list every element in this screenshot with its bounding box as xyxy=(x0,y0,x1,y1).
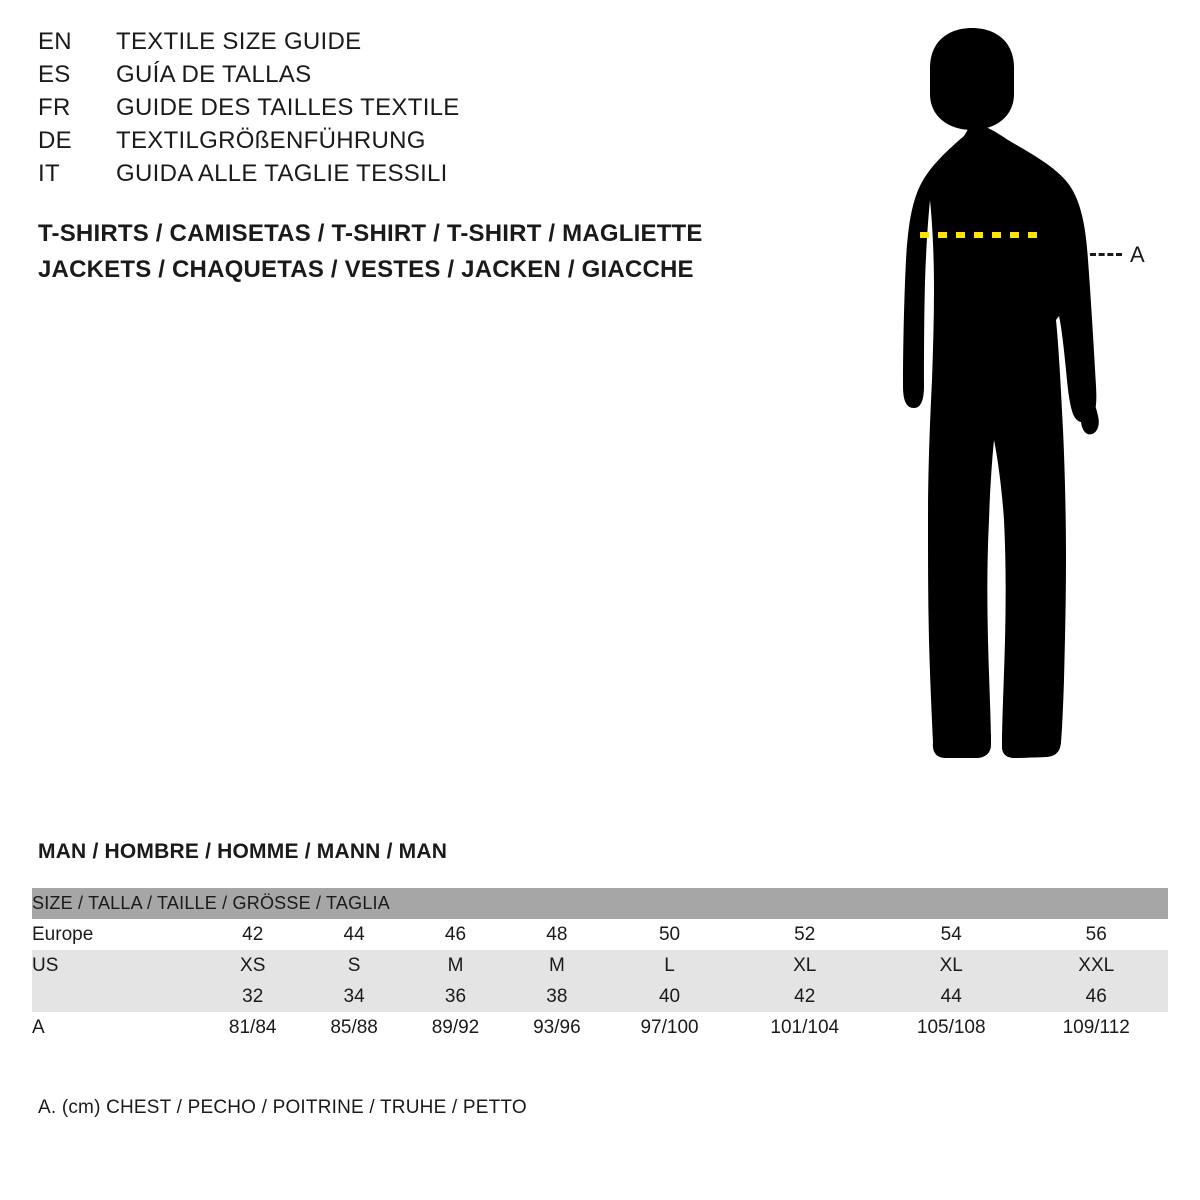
language-code: FR xyxy=(38,94,71,121)
cell-value: 101/104 xyxy=(732,1012,878,1043)
cell-value: 44 xyxy=(303,919,404,950)
cell-value: 42 xyxy=(202,919,303,950)
category-jackets: JACKETS / CHAQUETAS / VESTES / JACKEN / GIACCHE xyxy=(38,256,694,283)
size-table xyxy=(32,888,1168,1043)
cell-value: 48 xyxy=(506,919,607,950)
measure-label-a: A xyxy=(1130,242,1145,267)
cell-value: 89/92 xyxy=(405,1012,506,1043)
gender-title: MAN / HOMBRE / HOMME / MANN / MAN xyxy=(38,840,448,863)
language-row xyxy=(38,28,738,61)
category-tshirts: T-SHIRTS / CAMISETAS / T-SHIRT / T-SHIRT / MAGLIETTE xyxy=(38,220,703,247)
table-header-row xyxy=(32,888,1168,919)
cell-value: 50 xyxy=(608,919,732,950)
table-row xyxy=(32,981,1168,1012)
cell-value: XL xyxy=(732,950,878,981)
row-label: Europe xyxy=(32,919,202,950)
cell-value: 105/108 xyxy=(878,1012,1024,1043)
cell-value: 56 xyxy=(1024,919,1168,950)
cell-value: 81/84 xyxy=(202,1012,303,1043)
cell-value: 109/112 xyxy=(1024,1012,1168,1043)
language-row xyxy=(38,61,738,94)
language-title: TEXTILGRÖßENFÜHRUNG xyxy=(116,127,426,154)
cell-value: 32 xyxy=(202,981,303,1012)
footnote: A. (cm) CHEST / PECHO / POITRINE / TRUHE / PETTO xyxy=(38,1097,527,1118)
language-row xyxy=(38,160,738,193)
row-label xyxy=(32,981,202,1012)
cell-value: XXL xyxy=(1024,950,1168,981)
language-code: IT xyxy=(38,160,60,187)
cell-value: 97/100 xyxy=(608,1012,732,1043)
table-row xyxy=(32,950,1168,981)
table-row xyxy=(32,1012,1168,1043)
cell-value: 93/96 xyxy=(506,1012,607,1043)
table-row xyxy=(32,919,1168,950)
language-row xyxy=(38,94,738,127)
cell-value: M xyxy=(405,950,506,981)
language-title: GUIDE DES TAILLES TEXTILE xyxy=(116,94,460,121)
cell-value: XS xyxy=(202,950,303,981)
language-code: ES xyxy=(38,61,71,88)
cell-value: 42 xyxy=(732,981,878,1012)
cell-value: 34 xyxy=(303,981,404,1012)
language-code: DE xyxy=(38,127,72,154)
cell-value: S xyxy=(303,950,404,981)
category-block xyxy=(38,216,798,288)
language-header-block xyxy=(38,28,738,193)
language-row xyxy=(38,127,738,160)
cell-value: 36 xyxy=(405,981,506,1012)
language-code: EN xyxy=(38,28,72,55)
cell-value: 54 xyxy=(878,919,1024,950)
cell-value: 46 xyxy=(405,919,506,950)
male-silhouette-icon xyxy=(820,20,1180,790)
cell-value: 85/88 xyxy=(303,1012,404,1043)
language-title: GUIDA ALLE TAGLIE TESSILI xyxy=(116,160,448,187)
cell-value: 38 xyxy=(506,981,607,1012)
table-header-label: SIZE / TALLA / TAILLE / GRÖSSE / TAGLIA xyxy=(32,888,1168,919)
language-title: TEXTILE SIZE GUIDE xyxy=(116,28,362,55)
row-label: US xyxy=(32,950,202,981)
cell-value: XL xyxy=(878,950,1024,981)
language-title: GUÍA DE TALLAS xyxy=(116,61,312,88)
cell-value: 52 xyxy=(732,919,878,950)
row-label: A xyxy=(32,1012,202,1043)
measure-leader-line xyxy=(1090,253,1122,256)
cell-value: 44 xyxy=(878,981,1024,1012)
body-figure xyxy=(820,20,1180,790)
cell-value: 46 xyxy=(1024,981,1168,1012)
cell-value: M xyxy=(506,950,607,981)
cell-value: 40 xyxy=(608,981,732,1012)
cell-value: L xyxy=(608,950,732,981)
